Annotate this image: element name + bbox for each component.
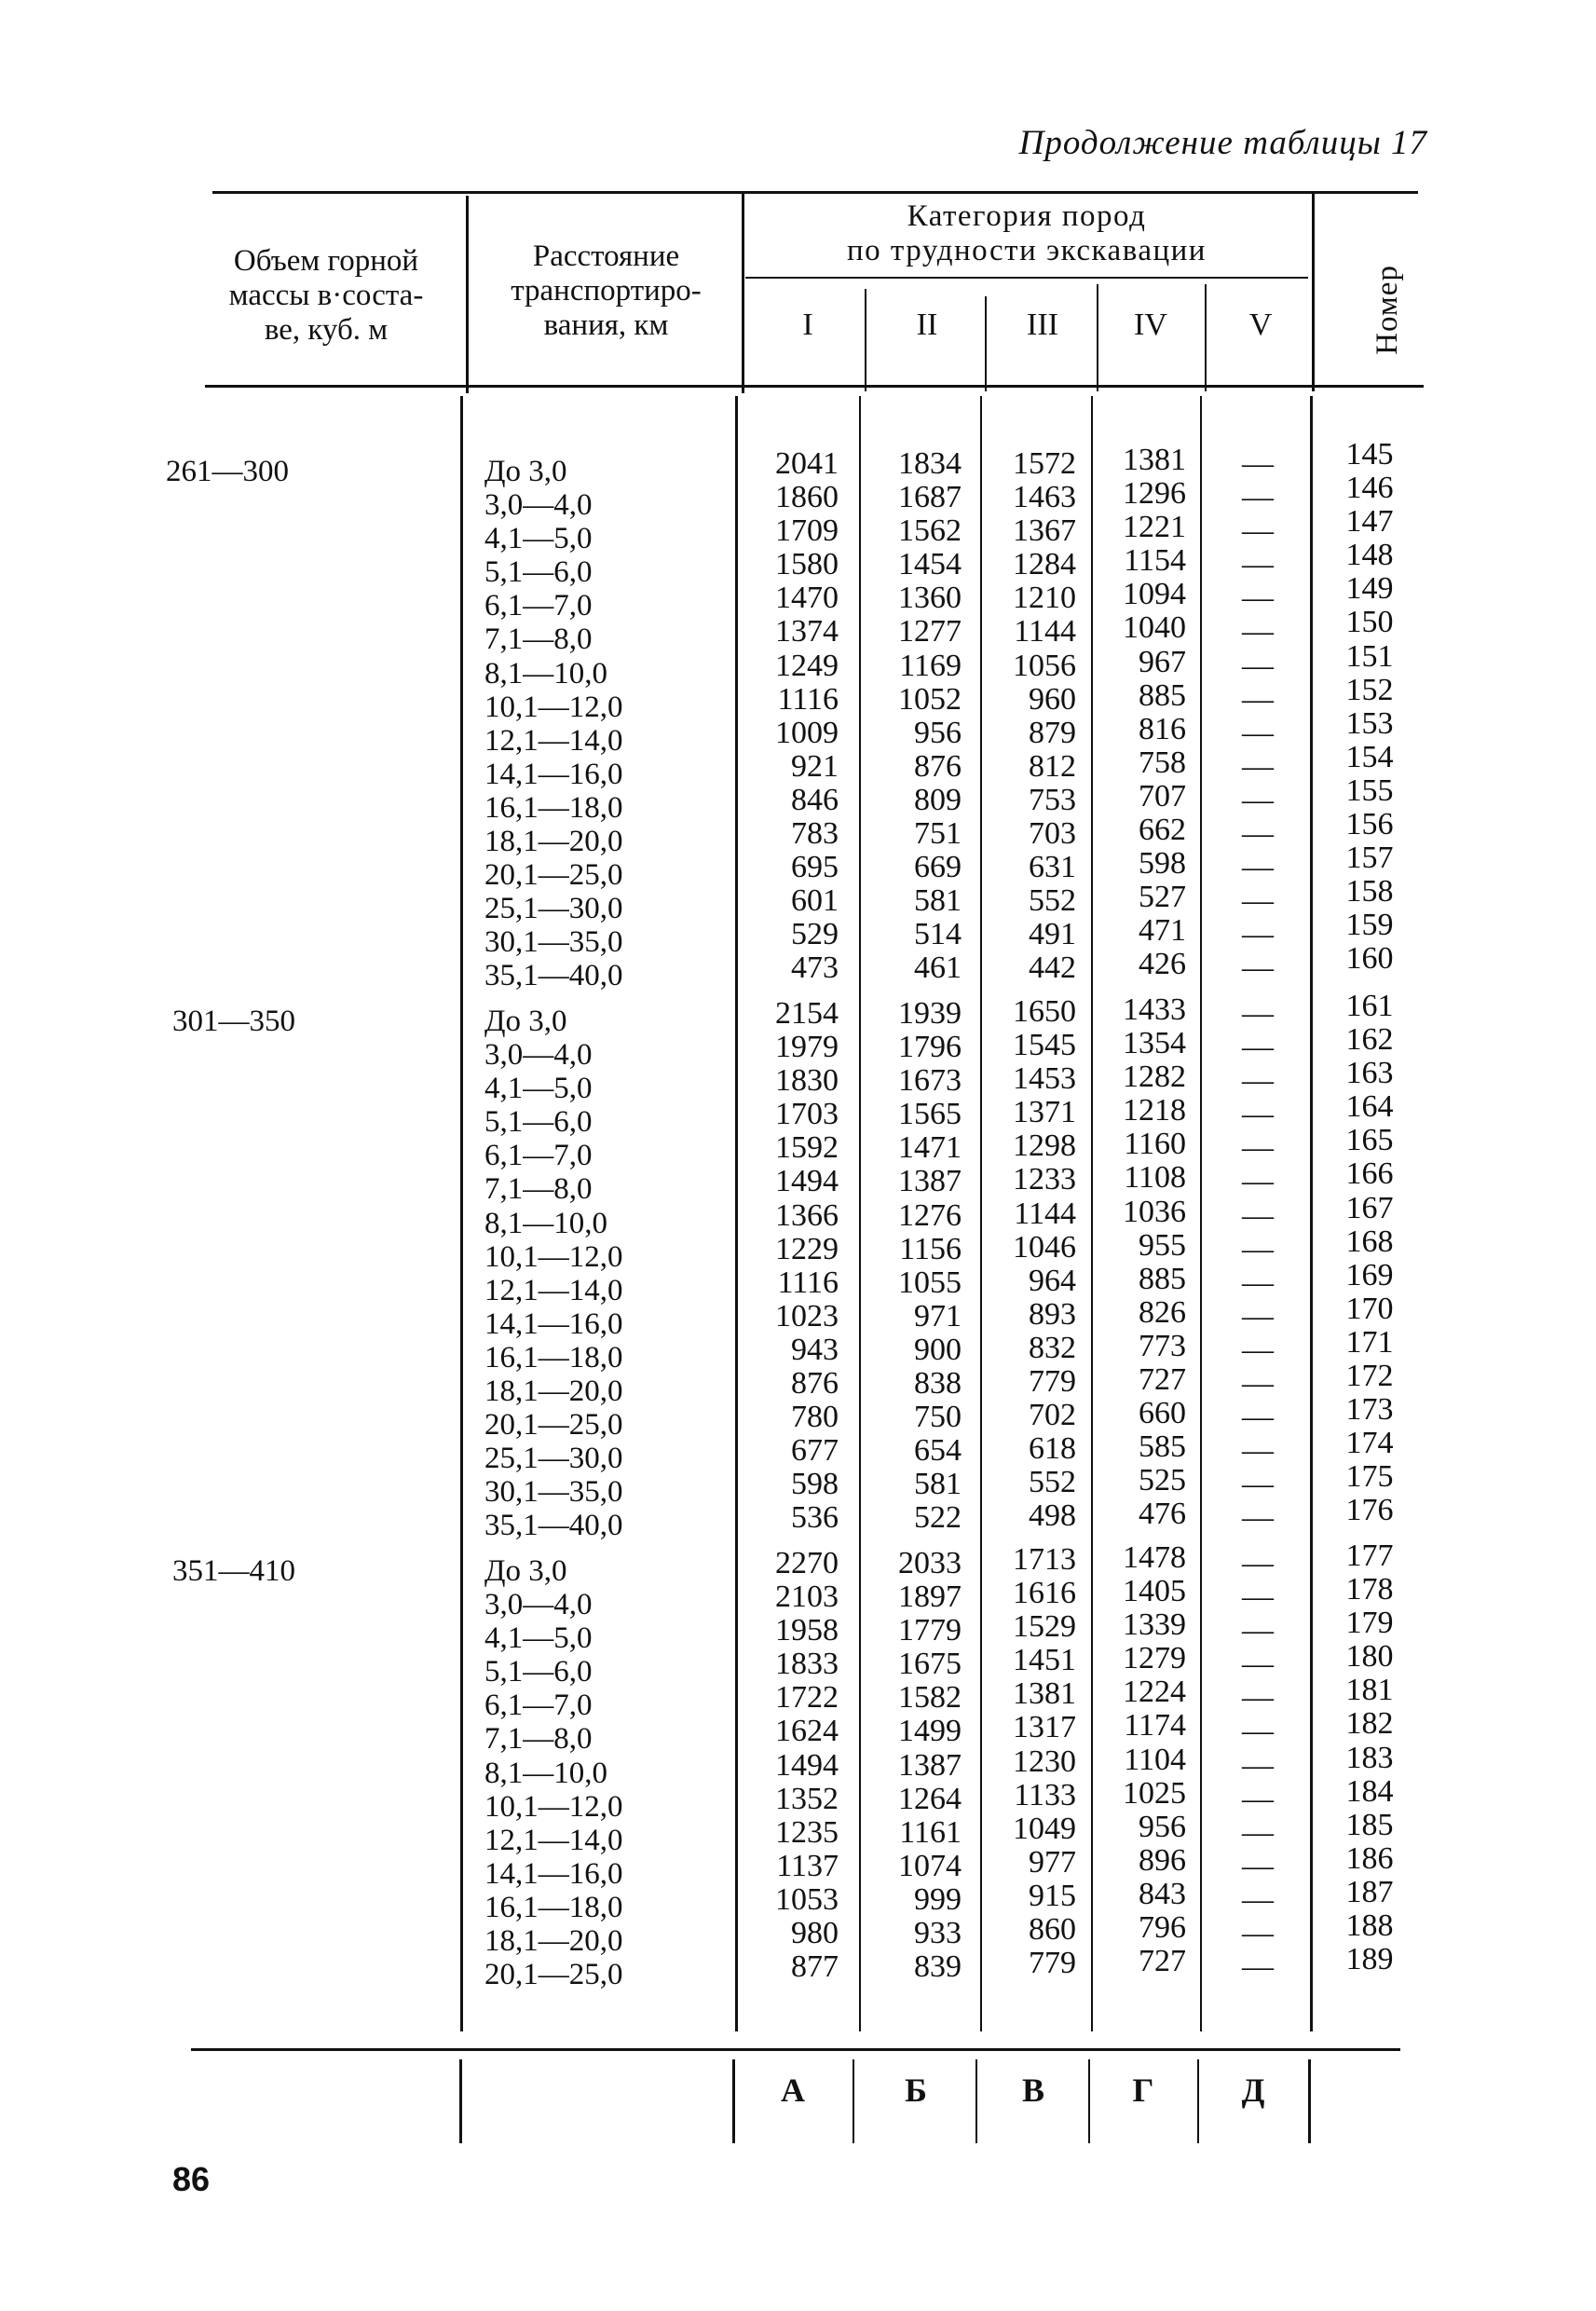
body-divider-6	[1200, 396, 1202, 2031]
footer-letter-G: Г	[1132, 2072, 1154, 2109]
cat-IV-column: 1433 1354 1282 1218 1160 1108 1036 955 885 826 773 727 660 585 525 476	[1123, 992, 1186, 1532]
footer-letter-V: В	[1021, 2072, 1044, 2109]
header-divider-7	[1312, 191, 1315, 391]
distance-column: До 3,0 3,0—4,0 4,1—5,0 5,1—6,0 6,1—7,0 7,1—8,0 8,1—10,0 10,1—12,0 12,1—14,0 14,1—16,0 16,1—18,0 18,1—20,0 20,1—25,0	[484, 1554, 623, 1992]
header-volume: Объем горной массы в·соста- ве, куб. м	[228, 244, 424, 347]
number-column: 145 146 147 148 149 150 151 152 153 154 155 156 157 158 159 160	[1345, 437, 1394, 977]
cat-III-column: 1572 1463 1367 1284 1210 1144 1056 960 879 812 753 703 631 552 491 442	[1013, 446, 1076, 986]
header-divider-1	[466, 196, 469, 393]
cat-V-column: — — — — — — — — — — — — — — — —	[1242, 446, 1274, 986]
volume-label: 301—350	[172, 1005, 295, 1038]
footer-divider-1	[459, 2059, 462, 2143]
cat-III-column: 1650 1545 1453 1371 1298 1233 1144 1046 964 893 832 779 702 618 552 498	[1013, 994, 1076, 1534]
footer-letter-A: А	[781, 2072, 805, 2109]
header-cat-II: II	[916, 308, 938, 342]
cat-I-column: 2041 1860 1709 1580 1470 1374 1249 1116 1009 921 846 783 695 601 529 473	[775, 446, 839, 986]
footer-divider-5	[1088, 2059, 1090, 2143]
header-number: Номер	[1370, 264, 1404, 355]
cat-II-column: 1939 1796 1673 1565 1471 1387 1276 1156 1055 971 900 838 750 654 581 522	[898, 996, 962, 1536]
header-divider-4	[985, 296, 987, 391]
footer-letter-D: Д	[1241, 2072, 1265, 2109]
header-cat-III: III	[1027, 308, 1058, 342]
cat-V-column: — — — — — — — — — — — — — — — —	[1242, 996, 1274, 1536]
footer-divider-2	[732, 2059, 735, 2143]
header-divider-5	[1097, 284, 1098, 391]
header-divider-2	[742, 191, 744, 393]
cat-IV-column: 1478 1405 1339 1279 1224 1174 1104 1025 956 896 843 796 727	[1123, 1540, 1186, 1979]
body-divider-1	[460, 396, 463, 2031]
footer-divider-7	[1308, 2059, 1311, 2143]
cat-I-column: 2270 2103 1958 1833 1722 1624 1494 1352 1235 1137 1053 980 877	[775, 1546, 839, 1985]
body-divider-4	[980, 396, 982, 2031]
cat-II-column: 1834 1687 1562 1454 1360 1277 1169 1052 956 876 809 751 669 581 514 461	[898, 446, 962, 986]
footer-rule	[191, 2048, 1400, 2051]
body-divider-2	[735, 396, 738, 2031]
header-divider-6	[1205, 284, 1207, 391]
number-column: 161 162 163 164 165 166 167 168 169 170 171 172 173 174 175 176	[1345, 989, 1394, 1528]
cat-I-column: 2154 1979 1830 1703 1592 1494 1366 1229 1116 1023 943 876 780 677 598 536	[775, 996, 839, 1536]
header-bottom-rule	[205, 385, 1424, 388]
header-cat-I: I	[802, 308, 813, 342]
cat-II-column: 2033 1897 1779 1675 1582 1499 1387 1264 1161 1074 999 933 839	[898, 1546, 962, 1985]
header-distance: Расстояние транспортиро- вания, км	[511, 239, 702, 342]
header-divider-3	[865, 289, 866, 391]
number-column: 177 178 179 180 181 182 183 184 185 186 187 188 189	[1345, 1538, 1394, 1977]
distance-column: До 3,0 3,0—4,0 4,1—5,0 5,1—6,0 6,1—7,0 7,1—8,0 8,1—10,0 10,1—12,0 12,1—14,0 14,1—16,0 16,1—18,0 18,1—20,0 20,1—25,0 25,1—30,0 30,1—35,0 35,1—40,0	[484, 1005, 623, 1543]
header-cat-V: V	[1248, 308, 1273, 342]
footer-letter-B: Б	[905, 2072, 927, 2109]
cat-III-column: 1713 1616 1529 1451 1381 1317 1230 1133 1049 977 915 860 779	[1013, 1542, 1076, 1981]
footer-divider-3	[853, 2059, 854, 2143]
cat-V-column: — — — — — — — — — — — — —	[1242, 1546, 1274, 1985]
body-divider-5	[1091, 396, 1093, 2031]
distance-column: До 3,0 3,0—4,0 4,1—5,0 5,1—6,0 6,1—7,0 7,1—8,0 8,1—10,0 10,1—12,0 12,1—14,0 14,1—16,0 16,1—18,0 18,1—20,0 20,1—25,0 25,1—30,0 30,1—35,0 35,1—40,0	[484, 455, 623, 993]
volume-label: 351—410	[172, 1554, 295, 1588]
header-cat-IV: IV	[1134, 308, 1167, 342]
continuation-title: Продолжение таблицы 17	[1018, 124, 1427, 162]
body-divider-7	[1310, 396, 1313, 2031]
volume-label: 261—300	[166, 455, 289, 488]
top-rule	[212, 191, 1418, 194]
category-rule	[745, 277, 1308, 279]
cat-IV-column: 1381 1296 1221 1154 1094 1040 967 885 816 758 707 662 598 527 471 426	[1123, 443, 1186, 982]
header-category: Категория пород по трудности экскавации	[847, 199, 1207, 267]
page-number: 86	[172, 2160, 211, 2198]
body-divider-3	[859, 396, 861, 2031]
footer-divider-4	[975, 2059, 977, 2143]
footer-divider-6	[1197, 2059, 1199, 2143]
